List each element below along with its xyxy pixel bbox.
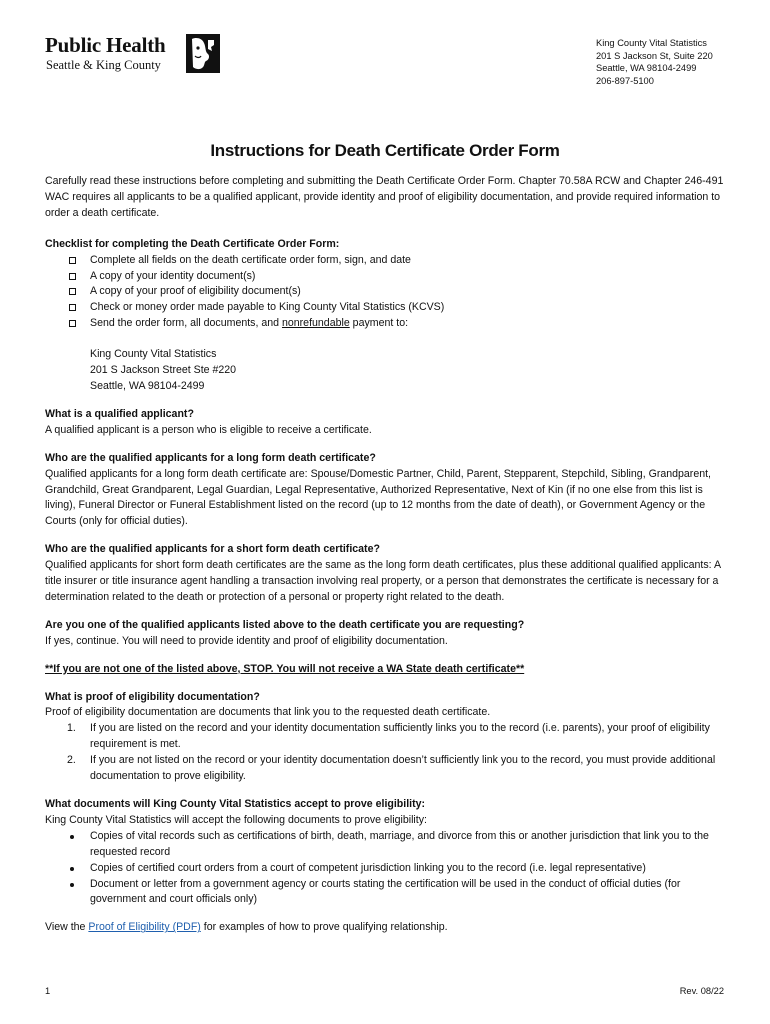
proof-of-eligibility-link[interactable]: Proof of Eligibility (PDF) — [88, 921, 201, 934]
page-number: 1 — [45, 986, 51, 996]
address-line: Seattle, WA 98104-2499 — [596, 63, 697, 74]
phone-number: 206-897-5100 — [596, 76, 654, 87]
bullet-icon — [70, 867, 74, 871]
list-item: Copies of certified court orders from a court of competent jurisdiction linking you to the record (i.e. legal representative) — [45, 861, 725, 877]
checklist-heading: Checklist for completing the Death Certificate Order Form: — [45, 237, 340, 250]
logo-subtitle: Seattle & King County — [46, 58, 161, 72]
mailing-address — [45, 347, 725, 395]
short-form-heading: Who are the qualified applicants for a short form death certificate? — [45, 543, 380, 556]
accepted-docs-heading: What documents will King County Vital Statistics accept to prove eligibility: — [45, 798, 426, 810]
mailing-address-line: King County Vital Statistics — [90, 348, 217, 361]
qualified-applicant-text: A qualified applicant is a person who is eligible to receive a certificate. — [45, 423, 372, 436]
proof-text: Proof of eligibility documentation are documents that link you to the requested death certificate. — [45, 706, 491, 719]
proof-heading: What is proof of eligibility documentation? — [45, 690, 260, 703]
checklist-item: Send the order form, all documents, and nonrefundable payment to: — [45, 316, 725, 332]
are-you-text: If yes, continue. You will need to provide identity and proof of eligibility documentation. — [45, 634, 448, 647]
revision-label: Rev. 08/22 — [679, 986, 724, 996]
list-item: Document or letter from a government agency or courts stating the certification will be used in the conduct of official duties (for government and court officials only) — [45, 877, 725, 909]
checkbox-icon — [69, 304, 76, 311]
checklist-item: A copy of your identity document(s) — [45, 269, 725, 285]
qualified-applicant-heading: What is a qualified applicant? — [45, 407, 194, 420]
view-proof-line: View the Proof of Eligibility (PDF) for examples of how to prove qualifying relationship. — [45, 921, 448, 934]
address-line: King County Vital Statistics — [596, 38, 707, 48]
accepted-docs-list — [45, 829, 725, 909]
mailing-address-line: 201 S Jackson Street Ste #220 — [90, 364, 237, 377]
page-title: Instructions for Death Certificate Order Form — [210, 141, 560, 160]
bullet-icon — [70, 883, 74, 887]
long-form-heading: Who are the qualified applicants for a long form death certificate? — [45, 451, 376, 464]
checkbox-icon — [69, 257, 76, 264]
nonrefundable-text: nonrefundable — [281, 317, 350, 330]
are-you-heading: Are you one of the qualified applicants listed above to the death certificate you are requesting? — [45, 618, 525, 631]
checkbox-icon — [69, 273, 76, 280]
accepted-docs-text: King County Vital Statistics will accept the following documents to prove eligibility: — [45, 813, 427, 826]
checklist-item: Check or money order made payable to King County Vital Statistics (KCVS) — [45, 300, 725, 316]
logo-title: Public Health — [45, 33, 166, 57]
stop-notice: **If you are not one of the listed above, STOP. You will not receive a WA State death certificate** — [45, 662, 525, 675]
checklist — [45, 253, 725, 333]
short-form-text: Qualified applicants for short form death certificates are the same as the long form death certificates, plus these additional qualified applicants: A title insurer or title insurance agent handling a transaction involving real property, or a person that demonstrates the certificate is necessary for a determination related to the death or protection of a personal or property right related to the death. — [45, 559, 721, 603]
document-body — [45, 174, 725, 936]
header-address — [596, 37, 713, 88]
intro-paragraph: Carefully read these instructions before completing and submitting the Death Certificate Order Form. Chapter 70.58A RCW and Chapter 246-491 WAC requires all applicants to be a qualified applicant, provide identity and proof of eligibility documentation, and provide required information to order a death certificate. — [45, 175, 724, 219]
proof-list — [45, 721, 725, 785]
bullet-icon — [70, 835, 74, 839]
public-health-logo — [45, 33, 225, 77]
long-form-text: Qualified applicants for a long form death certificate are: Spouse/Domestic Partner, Child, Parent, Stepparent, Stepchild, Sibling, Grandparent, Grandchild, Great Grandparent, Legal Guardian, Legal Representative, Authorized Representative, Next of Kin (if no one else from this list is living), Funeral Director or Funeral Establishment listed on the record (up to 12 months from the date of death), or Government Agency or the Courts (only for official duties). — [45, 467, 712, 528]
mailing-address-line: Seattle, WA 98104-2499 — [90, 379, 205, 392]
checkbox-icon — [69, 320, 76, 327]
list-item: 1. If you are listed on the record and your identity documentation sufficiently links you to the record (i.e. parents), your proof of eligibility requirement is met. — [67, 722, 710, 751]
logo-face-icon — [186, 34, 220, 73]
checklist-item: Complete all fields on the death certificate order form, sign, and date — [45, 253, 725, 269]
checkbox-icon — [69, 288, 76, 295]
list-item: 2. If you are not listed on the record or your identity documentation doesn’t sufficiently link you to the record, you must provide additional documentation to prove eligibility. — [67, 754, 716, 783]
checklist-item: A copy of your proof of eligibility document(s) — [45, 284, 725, 300]
address-line: 201 S Jackson St, Suite 220 — [596, 50, 713, 61]
list-item: Copies of vital records such as certifications of birth, death, marriage, and divorce from this or another jurisdiction that link you to the requested record — [45, 829, 725, 861]
